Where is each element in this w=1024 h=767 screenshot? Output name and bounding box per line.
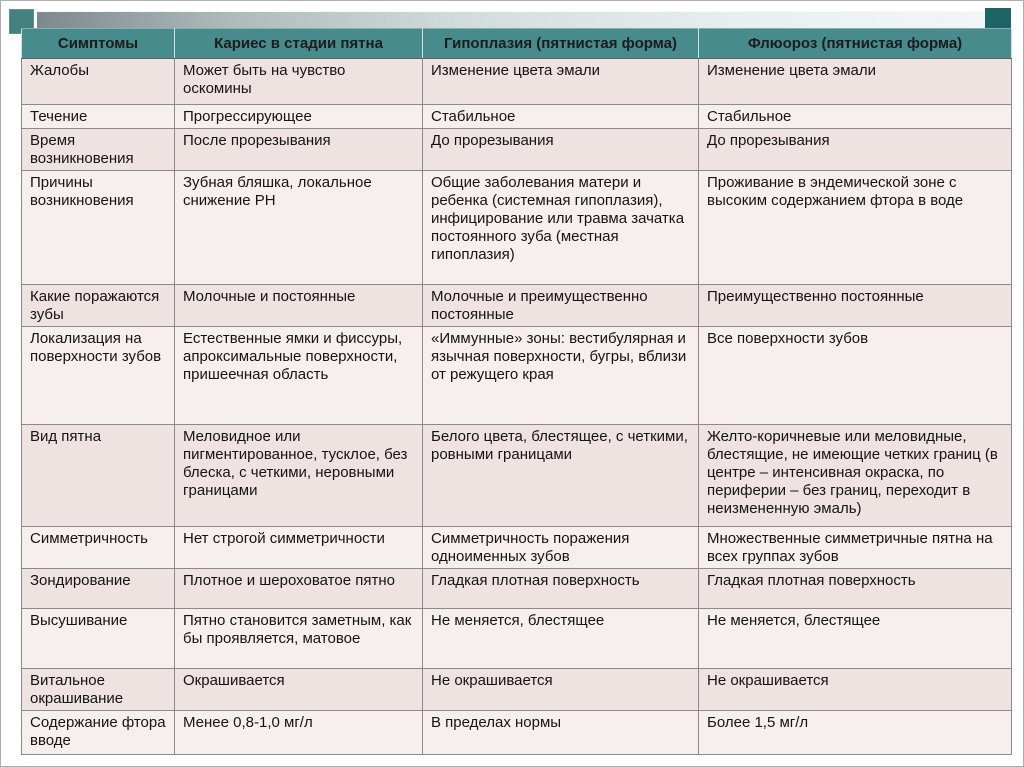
row-label: Время возникновения (22, 129, 175, 171)
row-label: Высушивание (22, 609, 175, 669)
table-cell: Изменение цвета эмали (699, 59, 1012, 105)
comparison-table (21, 28, 1012, 755)
column-header: Симптомы (22, 29, 175, 59)
table-cell: Преимущественно постоянные (699, 285, 1012, 327)
table-row (22, 609, 1012, 669)
table-cell: Меловидное или пигментированное, тусклое, без блеска, с четкими, неровными границами (175, 425, 423, 527)
row-label: Жалобы (22, 59, 175, 105)
table-cell: Молочные и преимущественно постоянные (423, 285, 699, 327)
table-cell: Стабильное (699, 105, 1012, 129)
row-label: Локализация на поверхности зубов (22, 327, 175, 425)
table-cell: Желто-коричневые или меловидные, блестящие, не имеющие четких границ (в центре – интенсивная окраска, по периферии – без границ, переходит в неизмененную эмаль) (699, 425, 1012, 527)
table-row (22, 669, 1012, 711)
table-cell: Проживание в эндемической зоне с высоким содержанием фтора в воде (699, 171, 1012, 285)
table-cell: Гладкая плотная поверхность (423, 569, 699, 609)
table-cell: Менее 0,8-1,0 мг/л (175, 711, 423, 755)
table-row (22, 425, 1012, 527)
row-label: Зондирование (22, 569, 175, 609)
table-cell: Может быть на чувство оскомины (175, 59, 423, 105)
table-row (22, 527, 1012, 569)
table-row (22, 129, 1012, 171)
table-row (22, 327, 1012, 425)
row-label: Течение (22, 105, 175, 129)
table-cell: Естественные ямки и фиссуры, апроксимальные поверхности, пришеечная область (175, 327, 423, 425)
table-cell: «Иммунные» зоны: вестибулярная и язычная поверхности, бугры, вблизи от режущего края (423, 327, 699, 425)
table-cell: Прогрессирующее (175, 105, 423, 129)
row-label: Вид пятна (22, 425, 175, 527)
table-cell: Гладкая плотная поверхность (699, 569, 1012, 609)
row-label: Витальное окрашивание (22, 669, 175, 711)
table-row (22, 59, 1012, 105)
column-header: Флюороз (пятнистая форма) (699, 29, 1012, 59)
table-cell: Множественные симметричные пятна на всех группах зубов (699, 527, 1012, 569)
table-cell: Плотное и шероховатое пятно (175, 569, 423, 609)
table-cell: Все поверхности зубов (699, 327, 1012, 425)
table-cell: Зубная бляшка, локальное снижение PH (175, 171, 423, 285)
column-header: Гипоплазия (пятнистая форма) (423, 29, 699, 59)
table-cell: До прорезывания (699, 129, 1012, 171)
table-cell: Не меняется, блестящее (699, 609, 1012, 669)
row-label: Симметричность (22, 527, 175, 569)
row-label: Содержание фтора вводе (22, 711, 175, 755)
table-cell: Симметричность поражения одноименных зубов (423, 527, 699, 569)
table-row (22, 105, 1012, 129)
table-cell: Общие заболевания матери и ребенка (системная гипоплазия), инфицирование или травма зачатка постоянного зуба (местная гипоплазия) (423, 171, 699, 285)
table-cell: В пределах нормы (423, 711, 699, 755)
table-body (22, 59, 1012, 755)
row-label: Причины возникновения (22, 171, 175, 285)
table-row (22, 285, 1012, 327)
table-cell: До прорезывания (423, 129, 699, 171)
table-cell: Пятно становится заметным, как бы проявляется, матовое (175, 609, 423, 669)
table-row (22, 569, 1012, 609)
table-cell: Изменение цвета эмали (423, 59, 699, 105)
table-cell: Не меняется, блестящее (423, 609, 699, 669)
table-cell: Стабильное (423, 105, 699, 129)
table-cell: После прорезывания (175, 129, 423, 171)
table-cell: Не окрашивается (699, 669, 1012, 711)
row-label: Какие поражаются зубы (22, 285, 175, 327)
table-row (22, 171, 1012, 285)
table-row (22, 711, 1012, 755)
table-cell: Нет строгой симметричности (175, 527, 423, 569)
table-cell: Более 1,5 мг/л (699, 711, 1012, 755)
column-header: Кариес в стадии пятна (175, 29, 423, 59)
table-cell: Молочные и постоянные (175, 285, 423, 327)
table-cell: Окрашивается (175, 669, 423, 711)
header-row (22, 29, 1012, 59)
table-cell: Не окрашивается (423, 669, 699, 711)
table-cell: Белого цвета, блестящее, с четкими, ровными границами (423, 425, 699, 527)
